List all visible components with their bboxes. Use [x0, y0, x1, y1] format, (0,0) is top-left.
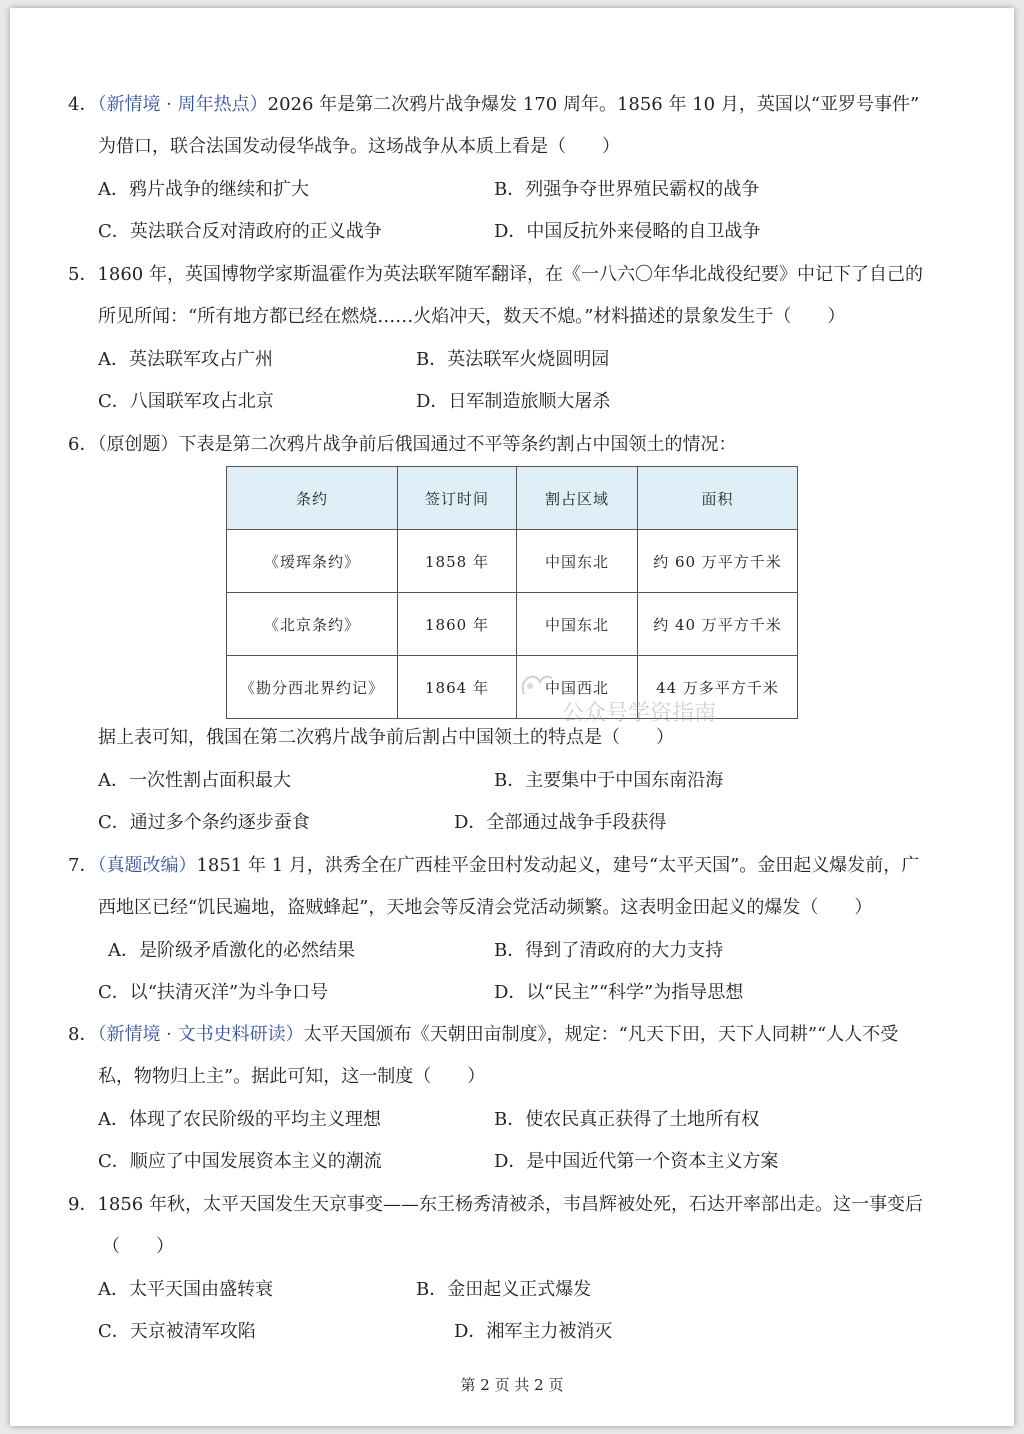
table-cell: 约 60 万平方千米 — [638, 530, 798, 593]
table-cell: 《北京条约》 — [227, 593, 398, 656]
q9-stem-text: 1856 年秋，太平天国发生天京事变——东王杨秀清被杀，韦昌辉被处死，石达开率部出走。这一事变后 — [97, 1194, 923, 1215]
q7-option-d[interactable]: D．以“民主”“科学”为指导思想 — [494, 982, 744, 1003]
table-cell: 44 万多平方千米 — [638, 656, 798, 719]
q4-option-a[interactable]: A．鸦片战争的继续和扩大 — [98, 179, 309, 200]
q9-stem-line2: （ ） — [102, 1236, 174, 1257]
q7-option-a[interactable]: A．是阶级矛盾激化的必然结果 — [108, 940, 355, 961]
q7-option-b[interactable]: B．得到了清政府的大力支持 — [494, 940, 724, 961]
q6-stem-line1 — [68, 432, 736, 458]
table-header-row — [227, 467, 798, 530]
q6-option-b[interactable]: B．主要集中于中国东南沿海 — [494, 770, 724, 791]
q9-stem-line1 — [68, 1192, 923, 1218]
table-cell: 《瑷珲条约》 — [227, 530, 398, 593]
q8-option-c[interactable]: C．顺应了中国发展资本主义的潮流 — [98, 1151, 382, 1172]
q4-stem-text: 2026 年是第二次鸦片战争爆发 170 周年。1856 年 10 月，英国以“亚罗号事件” — [267, 94, 920, 115]
table-cell: 1858 年 — [398, 530, 517, 593]
q8-stem-text: 太平天国颁布《天朝田亩制度》，规定：“凡天下田，天下人同耕”“人人不受 — [303, 1024, 899, 1045]
q4-option-d[interactable]: D．中国反抗外来侵略的自卫战争 — [494, 221, 761, 242]
q4-stem-line2: 为借口，联合法国发动侵华战争。这场战争从本质上看是（ ） — [98, 136, 620, 157]
q7-stem-line2: 西地区已经“饥民遍地，盗贼蜂起”，天地会等反清会党活动频繁。这表明金田起义的爆发（ ） — [98, 897, 873, 918]
q9-option-a[interactable]: A．太平天国由盛转衰 — [98, 1279, 273, 1300]
table-cell: 中国西北 — [517, 656, 638, 719]
table-cell: 中国东北 — [517, 593, 638, 656]
territory-table — [226, 466, 798, 719]
exam-page — [10, 8, 1014, 1426]
table-header-cell: 条约 — [227, 467, 398, 530]
q9-option-c[interactable]: C．天京被清军攻陷 — [98, 1321, 256, 1342]
q4-option-b[interactable]: B．列强争夺世界殖民霸权的战争 — [494, 179, 760, 200]
q8-stem-line1 — [68, 1022, 898, 1048]
q8-number: 8． — [68, 1024, 98, 1045]
q6-stem-line2: 据上表可知，俄国在第二次鸦片战争前后割占中国领土的特点是（ ） — [98, 727, 674, 748]
q5-option-c[interactable]: C．八国联军攻占北京 — [98, 391, 274, 412]
table-header-cell: 割占区域 — [517, 467, 638, 530]
table-cell: 1864 年 — [398, 656, 517, 719]
table-row — [227, 530, 798, 593]
q6-stem-text: （原创题）下表是第二次鸦片战争前后俄国通过不平等条约割占中国领土的情况： — [97, 434, 737, 455]
q7-tag: （真题改编） — [97, 855, 197, 876]
q5-option-d[interactable]: D．日军制造旅顺大屠杀 — [416, 391, 611, 412]
q8-tag: （新情境 · 文书史料研读） — [97, 1024, 304, 1045]
q8-option-d[interactable]: D．是中国近代第一个资本主义方案 — [494, 1151, 779, 1172]
table-cell: 1860 年 — [398, 593, 517, 656]
q5-option-b[interactable]: B．英法联军火烧圆明园 — [416, 349, 610, 370]
q8-stem-line2: 私，物物归上主”。据此可知，这一制度（ ） — [98, 1066, 486, 1087]
table-cell: 中国东北 — [517, 530, 638, 593]
table-row — [227, 593, 798, 656]
table-cell: 约 40 万平方千米 — [638, 593, 798, 656]
page-footer: 第 2 页 共 2 页 — [460, 1376, 564, 1394]
q6-option-d[interactable]: D．全部通过战争手段获得 — [454, 812, 667, 833]
q7-stem-line1 — [68, 853, 919, 879]
q6-option-a[interactable]: A．一次性割占面积最大 — [98, 770, 291, 791]
q5-option-a[interactable]: A．英法联军攻占广州 — [98, 349, 273, 370]
q9-option-d[interactable]: D．湘军主力被消灭 — [454, 1321, 613, 1342]
q8-option-a[interactable]: A．体现了农民阶级的平均主义理想 — [98, 1109, 381, 1130]
q8-option-b[interactable]: B．使农民真正获得了土地所有权 — [494, 1109, 760, 1130]
q4-stem-line1 — [68, 92, 919, 118]
q7-option-c[interactable]: C．以“扶清灭洋”为斗争口号 — [98, 982, 329, 1003]
table-header-cell: 面积 — [638, 467, 798, 530]
q6-option-c[interactable]: C．通过多个条约逐步蚕食 — [98, 812, 310, 833]
q4-number: 4． — [68, 94, 98, 115]
q5-stem-text: 1860 年，英国博物学家斯温霍作为英法联军随军翻译，在《一八六〇年华北战役纪要》中记下了自己的 — [97, 264, 923, 285]
q4-tag: （新情境 · 周年热点） — [97, 94, 268, 115]
q4-option-c[interactable]: C．英法联合反对清政府的正义战争 — [98, 221, 382, 242]
q7-stem-text: 1851 年 1 月，洪秀全在广西桂平金田村发动起义，建号“太平天国”。金田起义爆发前，广 — [196, 855, 920, 876]
q5-stem-line2: 所见所闻：“所有地方都已经在燃烧……火焰冲天，数天不熄。”材料描述的景象发生于（ ） — [98, 306, 846, 327]
q5-stem-line1 — [68, 262, 923, 288]
table-header-cell: 签订时间 — [398, 467, 517, 530]
q7-number: 7． — [68, 855, 98, 876]
table-cell: 《勘分西北界约记》 — [227, 656, 398, 719]
q5-number: 5． — [68, 264, 98, 285]
q6-number: 6． — [68, 434, 98, 455]
watermark-text: 公众号学资指南 — [562, 701, 717, 726]
watermark-logo-icon — [518, 672, 558, 702]
q9-number: 9． — [68, 1194, 98, 1215]
q9-option-b[interactable]: B．金田起义正式爆发 — [416, 1279, 592, 1300]
